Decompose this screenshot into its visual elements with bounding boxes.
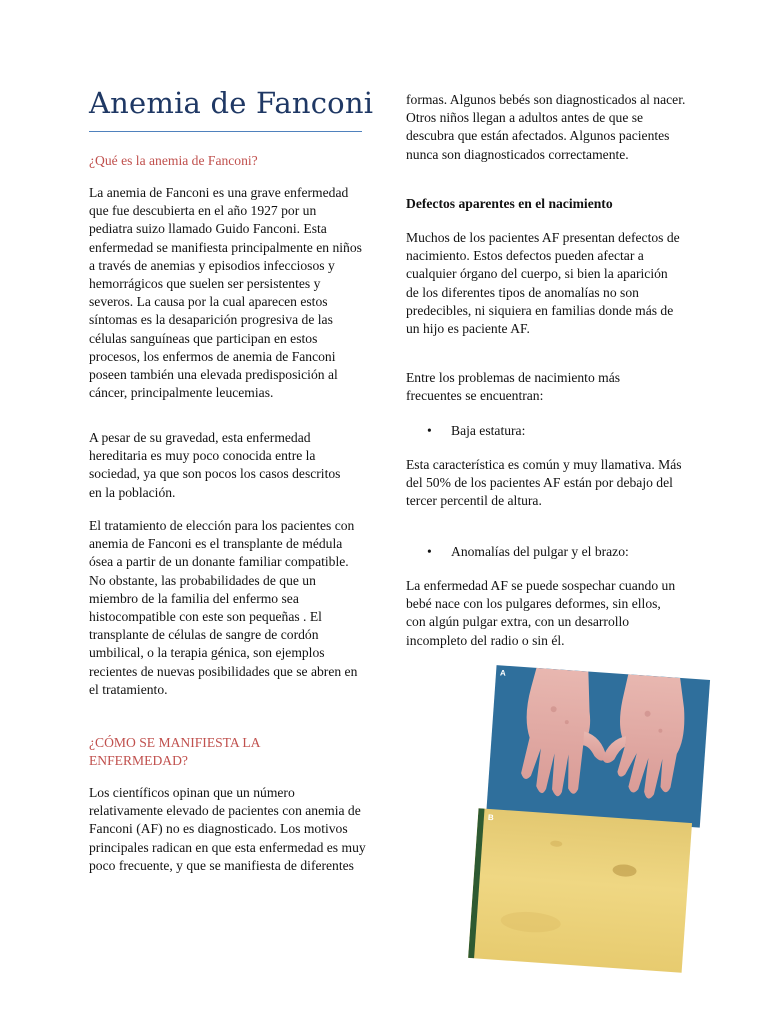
paragraph-diagnosis: Los científicos opinan que un número relativamente elevado de pacientes con anemia de Fanconi (AF) no es diagnosticado. Los motivos principales radican en que esta enfermedad es muy poco frecuente, y que se manifiesta de diferentes [89, 785, 366, 873]
bullet-glyph: • [427, 423, 432, 438]
list-item [427, 543, 687, 561]
paragraph-thumb-anomalies: La enfermedad AF se puede sospechar cuando un bebé nace con los pulgares deformes, sin ellos, con algún pulgar extra, con un desarrollo incompleto del radio o sin él. [406, 578, 676, 648]
section-heading-what-is: ¿Qué es la anemia de Fanconi? [89, 153, 258, 168]
panel-label-a: A [499, 668, 507, 678]
list-item-label: Baja estatura: [451, 423, 526, 438]
paragraph-birth-defects: Muchos de los pacientes AF presentan defectos de nacimiento. Estos defectos pueden afectar a cualquier órgano del cuerpo, si bien la aparición de los diferentes tipos de anomalías no son predecibles, ni siquiera en familias donde más de un hijo es paciente AF. [406, 230, 680, 337]
list-item-label: Anomalías del pulgar y el brazo: [451, 544, 629, 559]
bullet-glyph: • [427, 544, 432, 559]
document-title: Anemia de Fanconi [89, 86, 374, 120]
clinical-photo [468, 665, 712, 976]
paragraph-common-problems: Entre los problemas de nacimiento más frecuentes se encuentran: [406, 370, 621, 404]
list-item [427, 422, 687, 440]
skin-photo-panel [468, 808, 692, 973]
title-underline [89, 131, 362, 132]
paragraph-treatment: El tratamiento de elección para los pacientes con anemia de Fanconi es el transplante de médula ósea a partir de un donante familiar compatible. No obstante, las probabilidades de que un miembro de la familia del enfermo sea histocompatible con este son pequeñas . El transplante de células de sangre de cordón umbilical, o la terapia génica, son ejemplos recientes de nuevas posibilidades que se abren en el tratamiento. [89, 518, 358, 697]
paragraph-intro: La anemia de Fanconi es una grave enfermedad que fue descubierta en el año 1927 por un pediatra suizo llamado Guido Fanconi. Esta enfermedad se manifiesta principalmente en niños a través de anemias y episodios infecciosos y hemorrágicos que suelen ser persistentes y severos. La causa por la cual aparecen estos síntomas es la desaparición progresiva de las células sanguíneas que participan en estos procesos, los enfermos de anemia de Fanconi poseen también una elevada predisposición al cáncer, principalmente leucemias. [89, 185, 362, 401]
panel-label-b: B [487, 812, 495, 823]
subheading-birth-defects: Defectos aparentes en el nacimiento [406, 196, 613, 211]
skin-spot-illustration [468, 808, 692, 973]
paragraph-forms: formas. Algunos bebés son diagnosticados al nacer. Otros niños llegan a adultos antes de que se descubra que están afectados. Algunos pacientes nunca son diagnosticados correctamente. [406, 92, 686, 162]
section-heading-manifestation: ¿CÓMO SE MANIFIESTA LA ENFERMEDAD? [89, 735, 260, 769]
hands-photo-panel [486, 665, 710, 828]
hands-illustration [486, 665, 710, 828]
paragraph-gravity: A pesar de su gravedad, esta enfermedad hereditaria es muy poco conocida entre la sociedad, ya que son pocos los casos descritos en la población. [89, 430, 341, 500]
paragraph-short-stature: Esta característica es común y muy llamativa. Más del 50% de los pacientes AF están por debajo del tercer percentil de altura. [406, 457, 682, 509]
